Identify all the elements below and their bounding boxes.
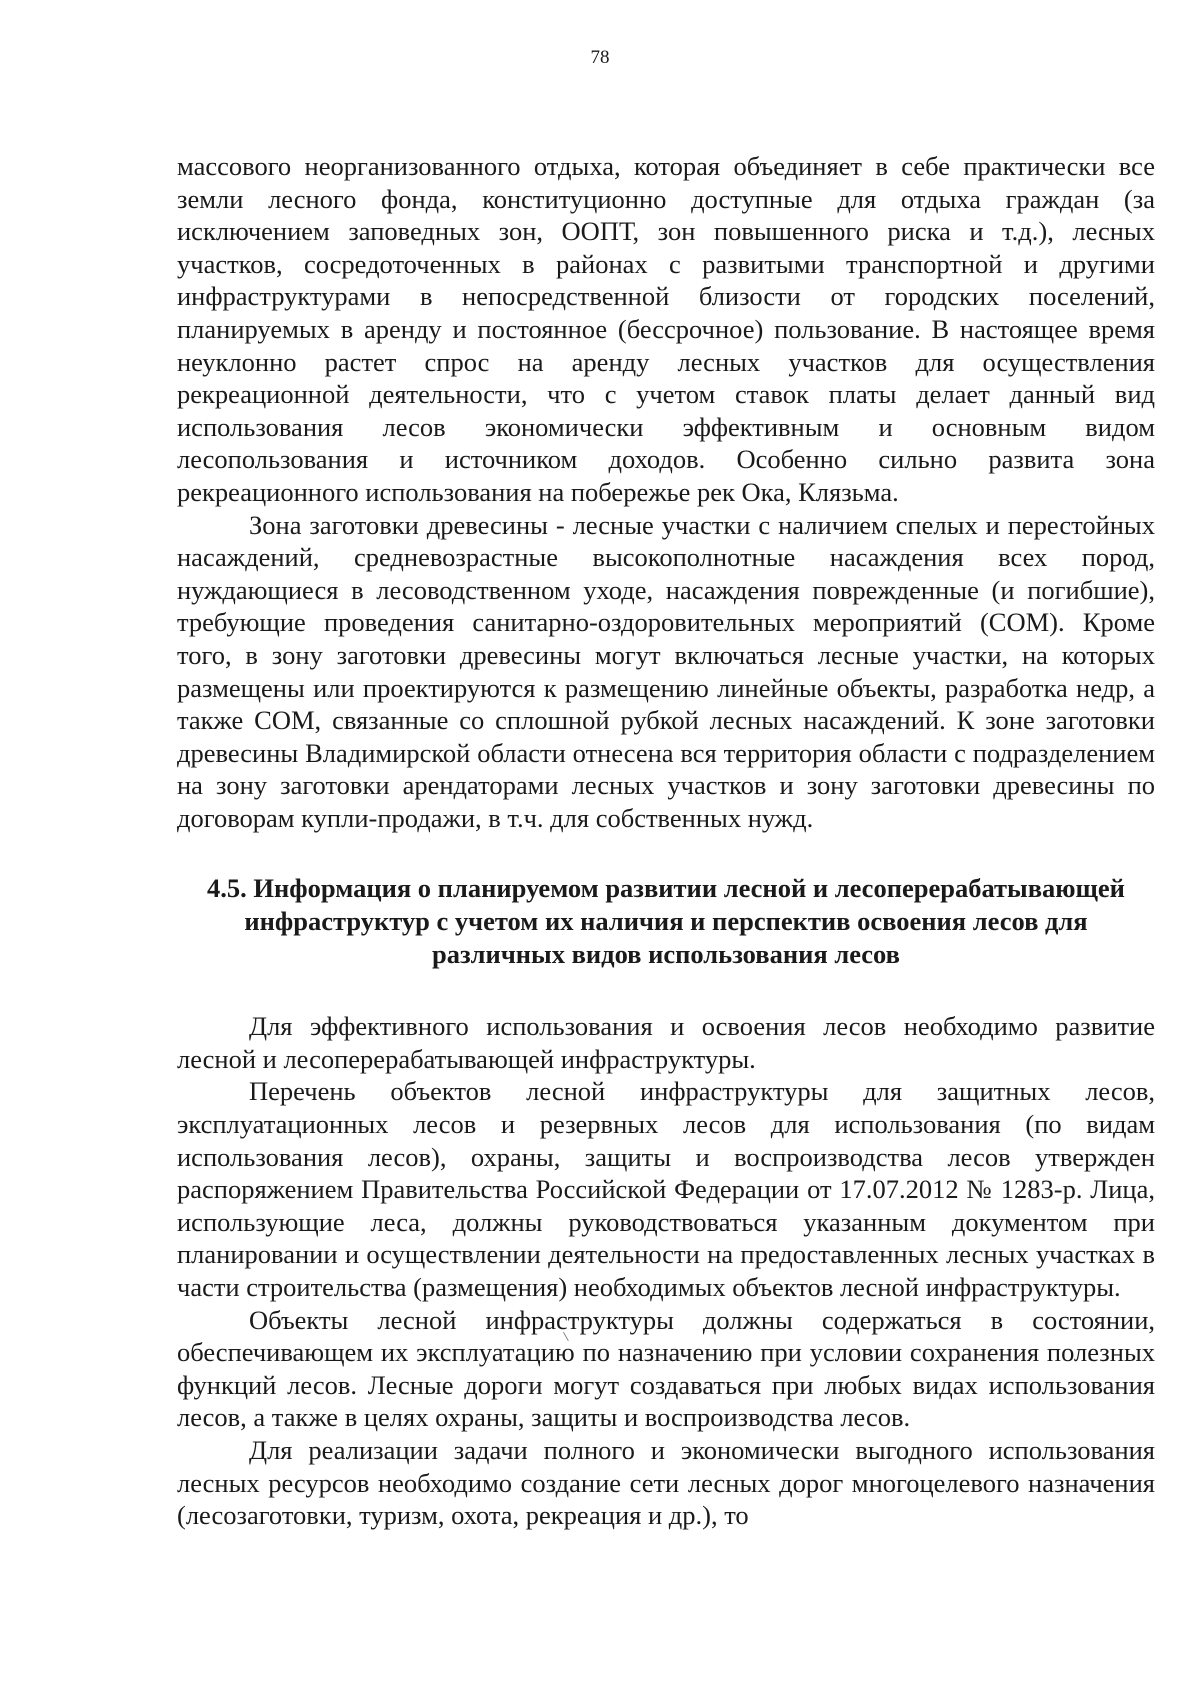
paragraph-forest-roads: Для реализации задачи полного и экономически выгодного использования лесных ресурсов необходимо создание сети лесных дорог многоцелевого назначения (лесозаготовки, туризм, охота, рекреация и др.), то (177, 1434, 1155, 1531)
paragraph-infrastructure-list: Перечень объектов лесной инфраструктуры для защитных лесов, эксплуатационных лесов и резервных лесов для использования (по видам использования лесов), охраны, защиты и воспроизводства лесов утвержден распоряжением Правительства Российской Федерации от 17.07.2012 № 1283-р. Лица, использующие леса, должны руководствоваться указанным документом при планировании и осуществлении деятельности на предоставленных лесных участках в части строительства (размещения) необходимых объектов лесной инфраструктуры. (177, 1076, 1155, 1302)
paragraph-timber-harvest-zone: Зона заготовки древесины - лесные участки с наличием спелых и перестойных насаждений, средневозрастные высокополнотные насаждения всех пород, нуждающиеся в лесоводственном уходе, насаждения поврежденные (и погибшие), требующие проведения санитарно-оздоровительных мероприятий (СОМ). Кроме того, в зону заготовки древесины могут включаться лесные участки, на которых размещены или проектируются к размещению линейные объекты, разработка недр, а также СОМ, связанные со сплошной рубкой лесных насаждений. К зоне заготовки древесины Владимирской области отнесена вся территория области с подразделением на зону заготовки арендаторами лесных участков и зону заготовки древесины по договорам купли-продажи, в т.ч. для собственных нужд. (177, 509, 1155, 833)
paragraph-recreation-continued: массового неорганизованного отдыха, которая объединяет в себе практически все земли лесного фонда, конституционно доступные для отдыха граждан (за исключением заповедных зон, ООПТ, зон повышенного риска и т.д.), лесных участков, сосредоточенных в районах с развитыми транспортной и другими инфраструктурами в непосредственной близости от городских поселений, планируемых в аренду и постоянное (бессрочное) пользование. В настоящее время неуклонно растет спрос на аренду лесных участков для осуществления рекреационной деятельности, что с учетом ставок платы делает данный вид использования лесов экономически эффективным и основным видом лесопользования и источником доходов. Особенно сильно развита зона рекреационного использования на побережье рек Ока, Клязьма. (177, 151, 1155, 507)
section-heading-4-5: 4.5. Информация о планируемом развитии лесной и лесоперерабатывающей инфраструктур с учетом их наличия и перспектив освоения лесов для различных видов использования лесов (207, 873, 1125, 969)
paragraph-infrastructure-need: Для эффективного использования и освоения лесов необходимо развитие лесной и лесоперерабатывающей инфраструктуры. (177, 1011, 1155, 1074)
document-body (177, 150, 1155, 1532)
paragraph-infrastructure-maintenance: Объекты лесной инфраструктуры должны содержаться в состоянии, обеспечивающем их эксплуатацию по назначению при условии сохранения полезных функций лесов. Лесные дороги могут создаваться при любых видах использования лесов, а также в целях охраны, защиты и воспроизводства лесов. (177, 1304, 1155, 1433)
page-number: 78 (590, 47, 610, 68)
